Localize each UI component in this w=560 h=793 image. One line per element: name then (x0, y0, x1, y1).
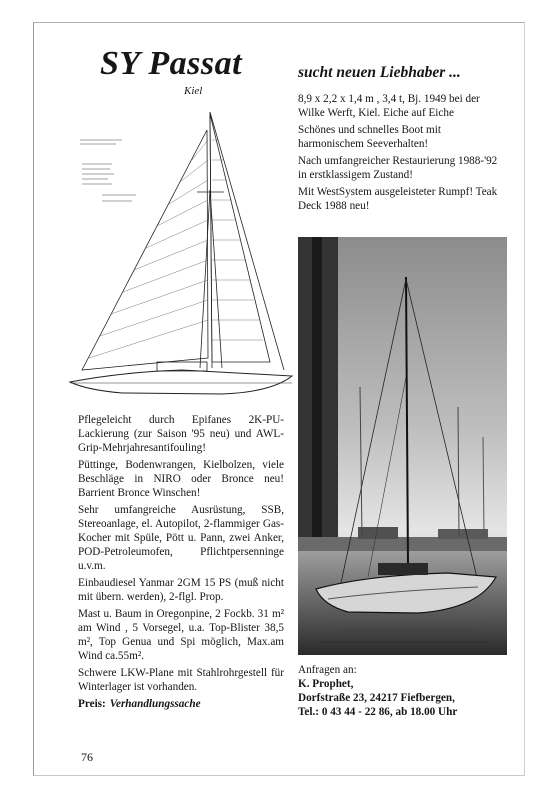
left-paragraph: Püttinge, Bodenwrangen, Kielbolzen, viele Beschläge in NIRO oder Bronce neu! Barrient Bronce Winschen! (78, 459, 284, 499)
right-paragraph: Mit WestSystem ausgeleisteter Rumpf! Teak Deck 1988 neu! (298, 186, 498, 212)
contact-address: Dorfstraße 23, 24217 Fiefbergen, (298, 692, 455, 704)
contact-block (298, 663, 510, 719)
price-label: Preis: (78, 698, 106, 710)
boat-homeport: Kiel (184, 85, 203, 97)
price-line (78, 697, 284, 711)
right-paragraph: Schönes und schnelles Boot mit harmonischem Seeverhalten! (298, 124, 441, 150)
right-paragraph: 8,9 x 2,2 x 1,4 m , 3,4 t, Bj. 1949 bei der Wilke Werft, Kiel. Eiche auf Eiche (298, 93, 480, 119)
contact-phone: Tel.: 0 43 44 - 22 86, ab 18.00 Uhr (298, 706, 458, 718)
contact-intro: Anfragen an: (298, 664, 357, 676)
left-paragraph: Einbaudiesel Yanmar 2GM 15 PS (muß nicht mit übern. werden), 2-flgl. Prop. (78, 577, 284, 603)
price-value: Verhandlungssache (109, 698, 201, 710)
left-description (78, 413, 284, 714)
page-number: 76 (81, 750, 93, 764)
right-description (298, 92, 508, 216)
contact-name: K. Prophet, (298, 678, 354, 690)
left-paragraph: Sehr umfangreiche Ausrüstung, SSB, Stereoanlage, el. Autopilot, 2-flammiger Gas-Kocher mit Spüle, Pött u. Pann, zwei Anker, POD-Petroleumofen, Pflichtpersenninge u.v.m. (78, 504, 284, 572)
right-paragraph: Nach umfangreicher Restaurierung 1988-'92 in erstklassigem Zustand! (298, 155, 498, 181)
boat-photo (298, 237, 507, 655)
sail-plan-drawing (62, 100, 300, 400)
left-paragraph: Schwere LKW-Plane mit Stahlrohrgestell für Winterlager ist vorhanden. (78, 667, 284, 693)
left-paragraph: Pflegeleicht durch Epifanes 2K-PU-Lackierung (zur Saison '95 neu) und AWL-Grip-Mehrjahresantifouling! (78, 414, 284, 454)
headline: sucht neuen Liebhaber ... (298, 64, 461, 81)
boat-title: SY Passat (100, 45, 243, 82)
left-paragraph: Mast u. Baum in Oregonpine, 2 Fockb. 31 m² am Wind , 5 Vorsegel, u.a. Top-Blister 38,5 m², Top Genua und Spi möglich, Max.am Wind ca.55m². (78, 608, 284, 662)
